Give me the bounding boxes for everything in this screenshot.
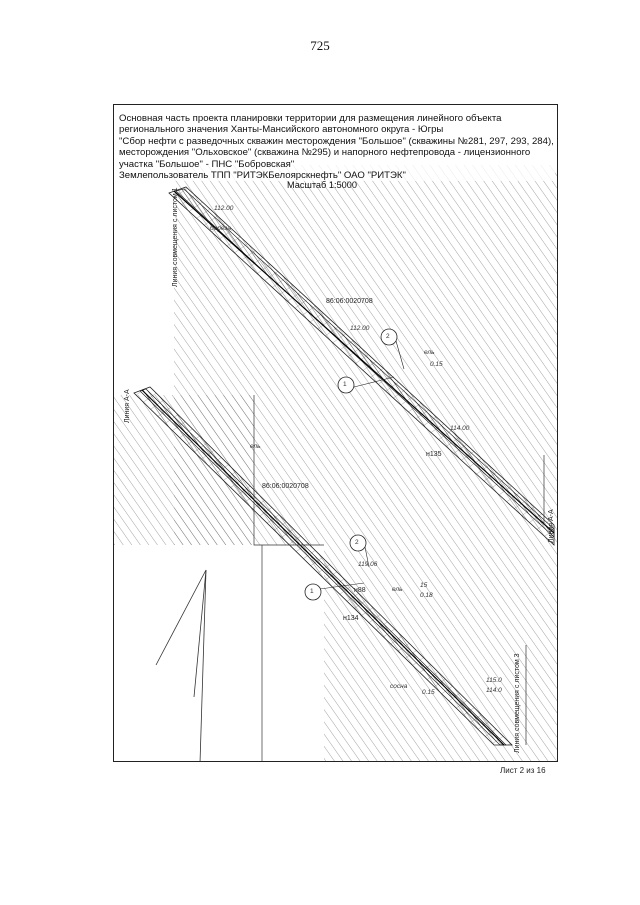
dimension-label: 114.0 bbox=[486, 687, 502, 694]
title-line: "Сбор нефти с разведочных скважин месторождения "Большое" (скважины №281, 297, 293, 284), bbox=[119, 135, 554, 147]
tree-label: ель bbox=[250, 443, 261, 450]
edge-label-left: Линия А-А bbox=[124, 389, 131, 423]
tree-label: ель bbox=[424, 349, 435, 356]
tree-label: ель bbox=[392, 586, 403, 593]
edge-label-bottom-right: Линия совмещения с листом 3 bbox=[514, 653, 521, 753]
point-label: н88 bbox=[354, 587, 366, 594]
callout-number: 2 bbox=[386, 333, 390, 340]
title-line: Основная часть проекта планировки территории для размещения линейного объекта bbox=[119, 113, 502, 124]
document-title bbox=[119, 113, 555, 181]
cadastral-number: 86:06:0020708 bbox=[326, 298, 373, 305]
map-sheet bbox=[113, 104, 558, 762]
point-label: н134 bbox=[343, 615, 359, 622]
sheet-info: Лист 2 из 16 bbox=[500, 766, 546, 775]
title-line: месторождения "Ольховское" (скважина №295) и напорного нефтепровода - лицензионного bbox=[119, 147, 531, 159]
edge-label-right: Линия А-А bbox=[548, 509, 555, 543]
dimension-label: 0.15 bbox=[430, 361, 443, 368]
title-line: Землепользователь ТПП "РИТЭКБелоярскнефть" ОАО "РИТЭК" bbox=[119, 170, 406, 182]
callout-number: 1 bbox=[310, 588, 314, 595]
dimension-label: 0.18 bbox=[420, 592, 433, 599]
tree-label: сосна bbox=[390, 683, 408, 690]
callout-number: 2 bbox=[355, 539, 359, 546]
point-label: н135 bbox=[426, 451, 442, 458]
dimension-label: 112.00 bbox=[214, 205, 234, 212]
dimension-label: 0.15 bbox=[422, 689, 435, 696]
unhatched-area bbox=[254, 545, 324, 762]
title-line: участка "Большое" - ПНС "Бобровская" bbox=[119, 158, 295, 170]
dimension-label: 119.06 bbox=[358, 561, 378, 568]
dimension-label: 115.0 bbox=[486, 677, 502, 684]
title-line: регионального значения Ханты-Мансийского автономного округа - Югры bbox=[119, 124, 444, 136]
tree-label: береза bbox=[210, 225, 231, 232]
edge-label-top-left: Линия совмещения с листом 1 bbox=[172, 187, 179, 287]
plan-drawing bbox=[114, 105, 558, 762]
unhatched-area-left bbox=[114, 545, 262, 762]
cadastral-number: 86:06:0020708 bbox=[262, 483, 309, 490]
scale-label: Масштаб 1:5000 bbox=[287, 180, 357, 190]
callout-number: 1 bbox=[343, 381, 347, 388]
dimension-label: 15 bbox=[420, 582, 428, 589]
dimension-label: 114.00 bbox=[450, 425, 470, 432]
page-number: 725 bbox=[310, 38, 330, 53]
dimension-label: 112.00 bbox=[350, 325, 370, 332]
